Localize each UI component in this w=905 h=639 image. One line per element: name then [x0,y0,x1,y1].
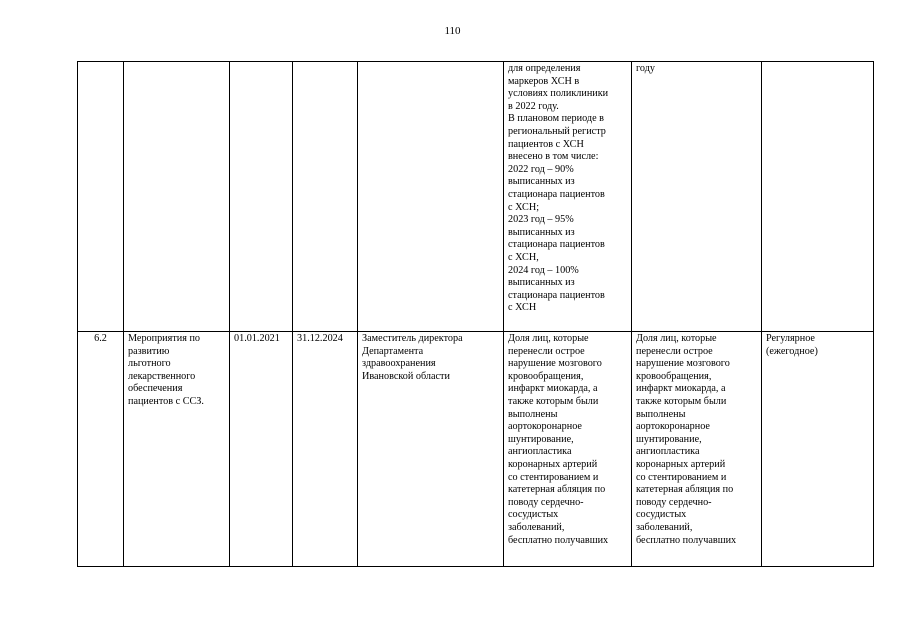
frequency-cell: Регулярное (ежегодное) [762,332,874,567]
frequency-cell [762,62,874,332]
event-cell [124,62,230,332]
result-cell: для определения маркеров ХСН в условиях поликлиники в 2022 году. В плановом периоде в региональный регистр пациентов с ХСН внесено в том числе: 2022 год – 90% выписанных из стационара пациентов с ХСН; 2023 год – 95% выписанных из стационара пациентов с ХСН, 2024 год – 100% выписанных из стационара пациентов с ХСН [504,62,632,332]
start-date-cell: 01.01.2021 [230,332,293,567]
table-row [78,332,874,567]
end-date-cell [293,62,358,332]
responsible-cell [358,62,504,332]
responsible-cell: Заместитель директора Департамента здравоохранения Ивановской области [358,332,504,567]
row-number-cell: 6.2 [78,332,124,567]
result-cell: Доля лиц, которые перенесли острое нарушение мозгового кровообращения, инфаркт миокарда, а также которым были выполнены аортокоронарное шунтирование, ангиопластика коронарных артерий со стентированием и катетерная абляция по поводу сердечно- сосудистых заболеваний, бесплатно получавших [504,332,632,567]
document-table [77,61,874,567]
end-date-cell: 31.12.2024 [293,332,358,567]
indicator-cell: году [632,62,762,332]
row-number-cell [78,62,124,332]
event-cell: Мероприятия по развитию льготного лекарственного обеспечения пациентов с ССЗ. [124,332,230,567]
page-number: 110 [444,25,461,37]
indicator-cell: Доля лиц, которые перенесли острое нарушение мозгового кровообращения, инфаркт миокарда, а также которым были выполнены аортокоронарное шунтирование, ангиопластика коронарных артерий со стентированием и катетерная абляция по поводу сердечно- сосудистых заболеваний, бесплатно получавших [632,332,762,567]
table-row [78,62,874,332]
start-date-cell [230,62,293,332]
